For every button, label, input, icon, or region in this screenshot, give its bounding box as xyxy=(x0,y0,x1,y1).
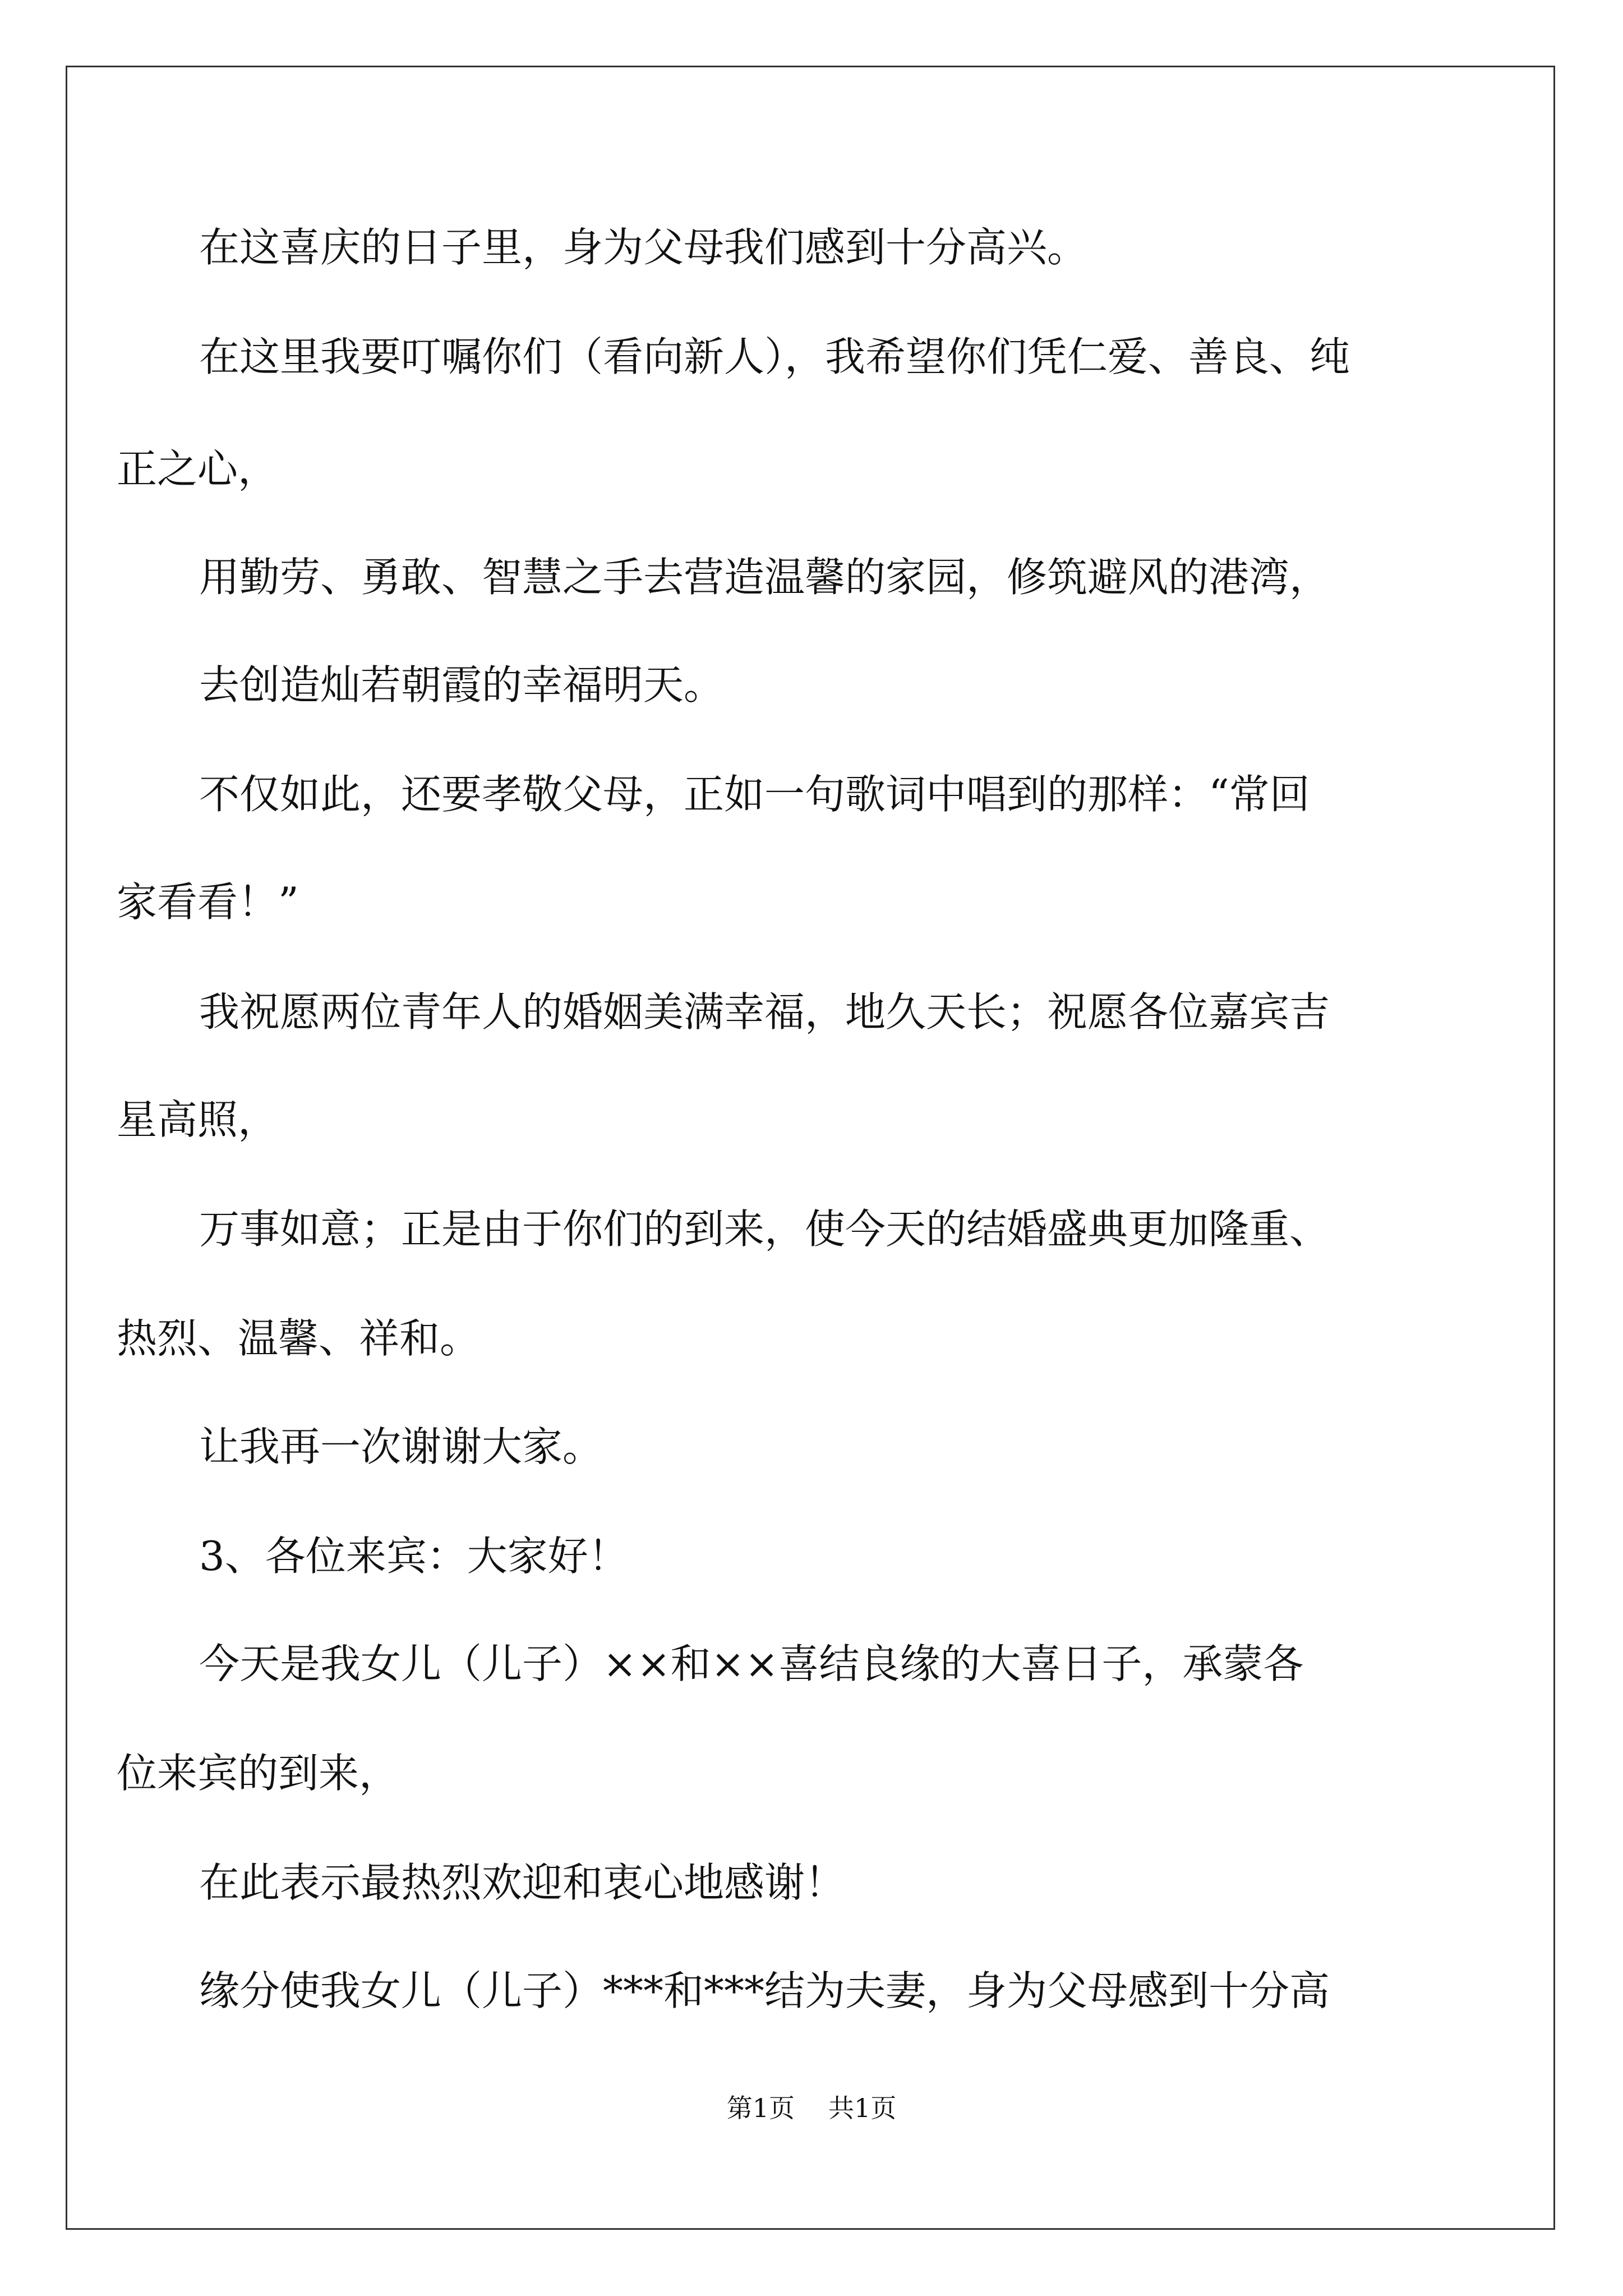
text-line: 我祝愿两位青年人的婚姻美满幸福，地久天长；祝愿各位嘉宾吉 xyxy=(199,988,1330,1036)
text-line: 3、各位来宾：大家好！ xyxy=(199,1533,629,1580)
text-line: 今天是我女儿（儿子）××和××喜结良缘的大喜日子，承蒙各 xyxy=(199,1640,1304,1687)
text-line: 缘分使我女儿（儿子）***和***结为夫妻，身为父母感到十分高 xyxy=(199,1967,1330,2014)
text-line: 家看看！” xyxy=(117,878,299,926)
text-line: 用勤劳、勇敢、智慧之手去营造温馨的家园，修筑避风的港湾， xyxy=(199,554,1330,601)
text-line: 在这喜庆的日子里，身为父母我们感到十分高兴。 xyxy=(199,224,1088,271)
text-line: 位来宾的到来， xyxy=(117,1750,400,1797)
page-number: 第1页 xyxy=(726,2093,795,2123)
text-line: 让我再一次谢谢大家。 xyxy=(199,1423,603,1470)
text-line: 在此表示最热烈欢迎和衷心地感谢！ xyxy=(199,1859,846,1906)
text-line: 万事如意；正是由于你们的到来，使今天的结婚盛典更加隆重、 xyxy=(199,1205,1330,1253)
text-line: 星高照， xyxy=(117,1096,279,1143)
text-line: 热烈、温馨、祥和。 xyxy=(117,1315,481,1362)
text-line: 去创造灿若朝霞的幸福明天。 xyxy=(199,661,725,708)
page-footer xyxy=(0,2095,1623,2121)
text-line: 不仅如此，还要孝敬父母，正如一句歌词中唱到的那样：“常回 xyxy=(199,771,1310,818)
text-line: 正之心， xyxy=(117,445,279,493)
text-line: 在这里我要叮嘱你们（看向新人），我希望你们凭仁爱、善良、纯 xyxy=(199,333,1350,380)
page-count: 共1页 xyxy=(828,2093,897,2123)
